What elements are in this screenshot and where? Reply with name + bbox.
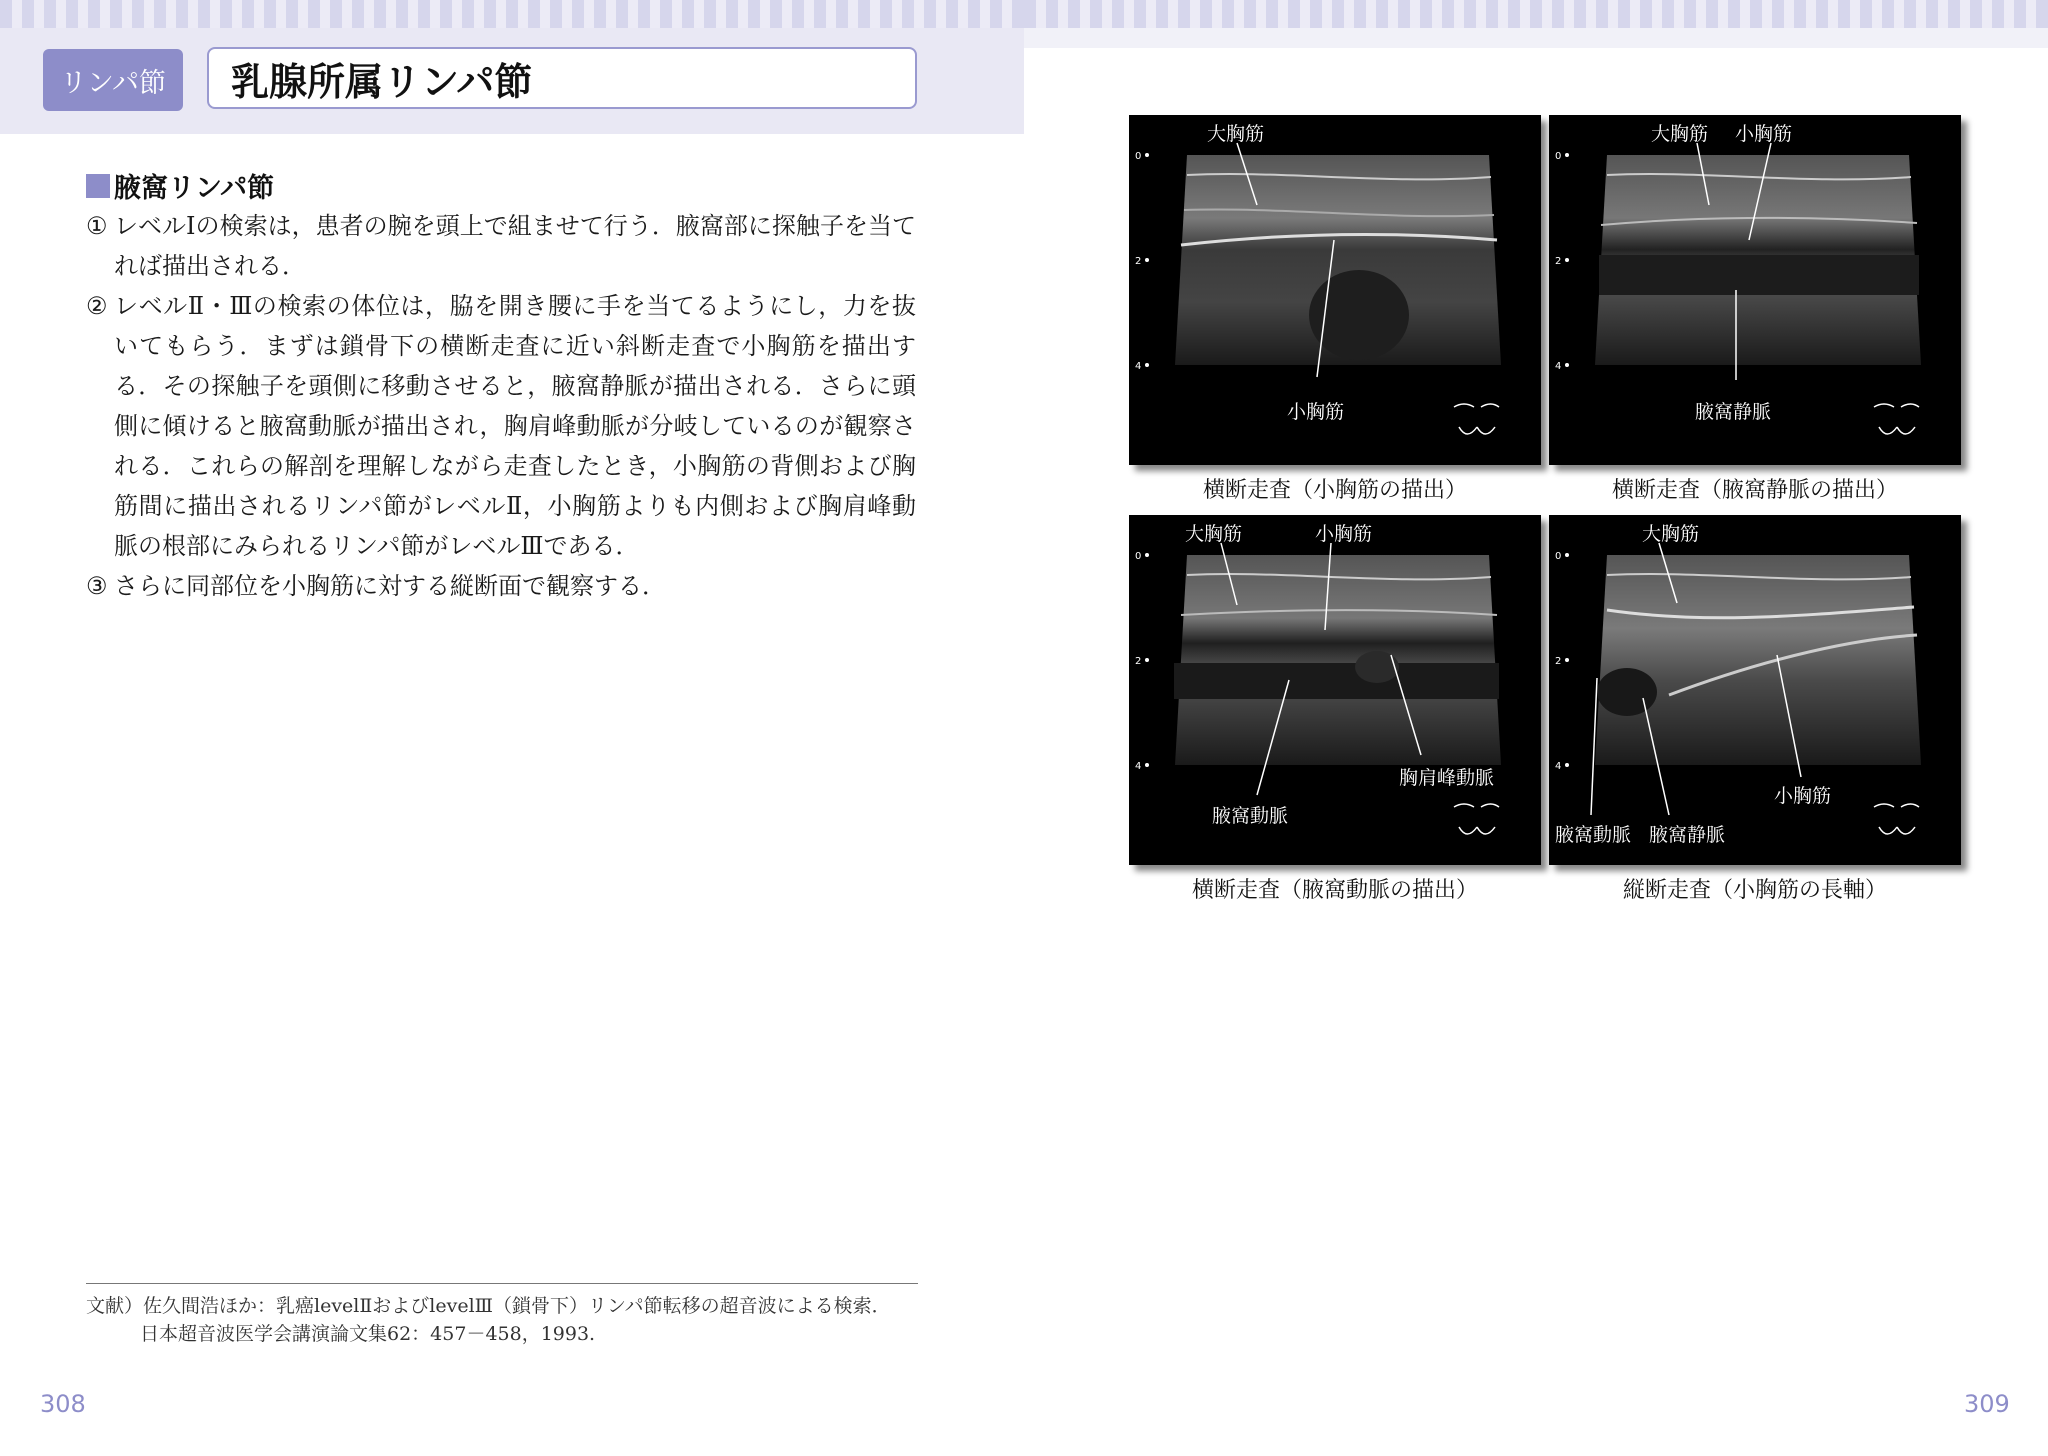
subheading-text: 腋窩リンパ節 xyxy=(114,173,275,204)
ultrasound-image-2 xyxy=(1549,115,1961,465)
svg-text:4: 4 xyxy=(1135,361,1142,372)
label-axillary-artery: 腋窩動脈 xyxy=(1555,824,1632,846)
page-title-text: 乳腺所属リンパ節 xyxy=(231,59,533,104)
label-pectoralis-major: 大胸筋 xyxy=(1207,123,1265,145)
reference-line-2: 日本超音波医学会講演論文集62：457－458，1993. xyxy=(140,1323,596,1345)
ultrasound-scan-4 xyxy=(1549,515,1961,865)
svg-text:0: 0 xyxy=(1135,151,1142,162)
label-pectoralis-major: 大胸筋 xyxy=(1651,123,1709,145)
svg-text:4: 4 xyxy=(1555,361,1562,372)
page-number-right: 309 xyxy=(1964,1390,2010,1418)
caption-1: 横断走査（小胸筋の描出） xyxy=(1202,478,1467,503)
section-badge: リンパ節 xyxy=(43,49,183,111)
ultrasound-image-4 xyxy=(1549,515,1961,865)
page-number-left: 308 xyxy=(40,1390,86,1418)
label-axillary-vein: 腋窩静脈 xyxy=(1695,401,1772,423)
svg-text:2: 2 xyxy=(1135,256,1142,267)
ultrasound-scan-3 xyxy=(1129,515,1541,865)
ultrasound-image-1 xyxy=(1129,115,1541,465)
caption-3: 横断走査（腋窩動脈の描出） xyxy=(1191,878,1478,903)
item-text: さらに同部位を小胸筋に対する縦断面で観察する． xyxy=(114,572,666,600)
svg-text:4: 4 xyxy=(1135,761,1142,772)
label-axillary-vein: 腋窩静脈 xyxy=(1649,824,1726,846)
label-pectoralis-minor: 小胸筋 xyxy=(1735,123,1793,145)
svg-text:2: 2 xyxy=(1135,656,1142,667)
item-text: レベルⅡ・Ⅲの検索の体位は，脇を開き腰に手を当てるようにし，力を抜いてもらう．まずは鎖骨下の横断走査に近い斜断走査で小胸筋を描出する．その探触子を頭側に移動させると，腋窩静脈が描出される．さらに頭側に傾けると腋窩動脈が描出され，胸肩峰動脈が分岐しているのが観察される．これらの解剖を理解しながら走査したとき，小胸筋の背側および胸筋間に描出されるリンパ節がレベルⅡ，小胸筋よりも内側および胸肩峰動脈の根部にみられるリンパ節がレベルⅢである． xyxy=(114,292,916,560)
right-header-band xyxy=(1024,28,2048,48)
svg-text:4: 4 xyxy=(1555,761,1562,772)
svg-text:0: 0 xyxy=(1135,551,1142,562)
svg-text:2: 2 xyxy=(1555,256,1562,267)
page-title xyxy=(207,47,917,109)
reference xyxy=(86,1292,926,1348)
item-number: ③ xyxy=(86,572,108,600)
item-text: レベルⅠの検索は，患者の腕を頭上で組ませて行う．腋窩部に探触子を当てれば描出される． xyxy=(114,212,916,280)
caption-2: 横断走査（腋窩静脈の描出） xyxy=(1611,478,1898,503)
list-item xyxy=(86,206,916,286)
list-item xyxy=(86,566,916,606)
svg-text:2: 2 xyxy=(1555,656,1562,667)
reference-line-1: 文献）佐久間浩ほか：乳癌levelⅡおよびlevelⅢ（鎖骨下）リンパ節転移の超音波による検索． xyxy=(86,1295,891,1317)
label-pectoralis-major: 大胸筋 xyxy=(1185,523,1243,545)
list-item xyxy=(86,286,916,566)
label-pectoralis-minor: 小胸筋 xyxy=(1315,523,1373,545)
square-bullet-icon xyxy=(86,174,110,198)
item-number: ① xyxy=(86,212,108,240)
svg-text:0: 0 xyxy=(1555,551,1562,562)
item-number: ② xyxy=(86,292,108,320)
top-stripe-right xyxy=(1024,0,2048,28)
ultrasound-image-3 xyxy=(1129,515,1541,865)
label-pectoralis-minor: 小胸筋 xyxy=(1774,785,1832,807)
subheading xyxy=(86,166,274,205)
label-pectoralis-major: 大胸筋 xyxy=(1642,523,1700,545)
caption-4: 縦断走査（小胸筋の長軸） xyxy=(1622,878,1887,903)
label-thoracoacromial-artery: 胸肩峰動脈 xyxy=(1399,767,1495,789)
label-pectoralis-minor: 小胸筋 xyxy=(1287,401,1345,423)
svg-text:0: 0 xyxy=(1555,151,1562,162)
body-text xyxy=(86,206,916,606)
label-axillary-artery: 腋窩動脈 xyxy=(1212,805,1289,827)
reference-divider xyxy=(86,1283,918,1284)
top-stripe-left xyxy=(0,0,1024,28)
